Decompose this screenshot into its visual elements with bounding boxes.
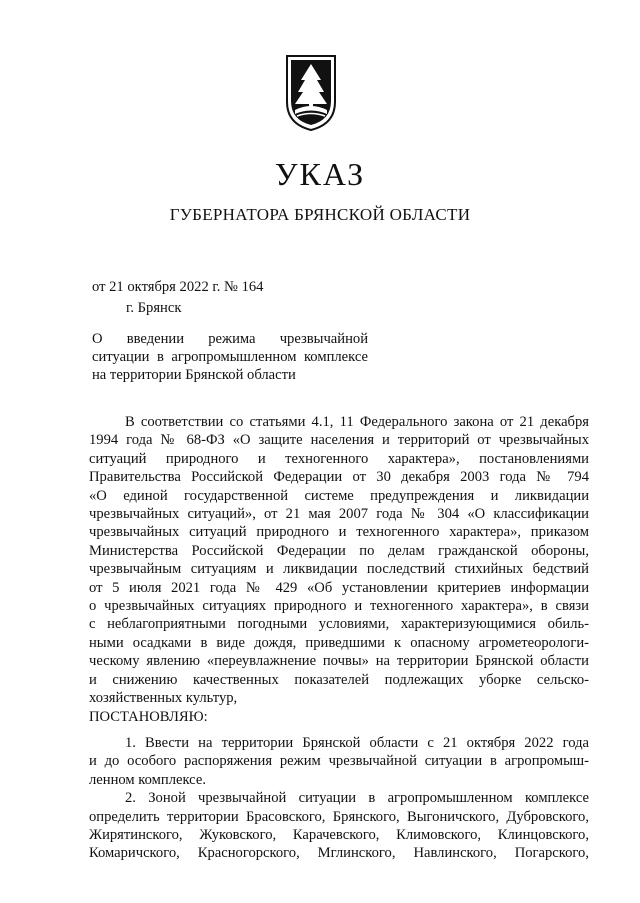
item-2-line: Жирятинского, Жуковского, Карачевского, Климовского, Клинцовского, <box>89 826 589 843</box>
decree-body <box>89 413 589 863</box>
document-title: УКАЗ <box>274 156 366 192</box>
preamble-line: с неблагоприятными погодными условиями, характеризующимися обиль- <box>89 616 589 633</box>
preamble-line: ными осадками в виде дождя, приведшими к опасному агрометеорологи- <box>89 634 589 651</box>
decree-subject <box>92 330 368 384</box>
preamble-line: ческому явлению «переувлажнение почвы» на территории Брянской области <box>89 653 589 670</box>
subject-line: на территории Брянской области <box>92 367 296 383</box>
preamble-line: чрезвычайных ситуаций природного и техногенного характера», приказом <box>89 524 589 541</box>
item-2-line: Комаричского, Красногорского, Мглинского, Навлинского, Погарского, <box>89 845 589 862</box>
preamble-line: хозяйственных культур, <box>89 690 238 707</box>
coat-of-arms-icon <box>285 54 337 132</box>
item-1-line: ленном комплексе. <box>89 771 206 788</box>
subject-line: О введении режима чрезвычайной <box>92 331 368 347</box>
item-1-line: 1. Ввести на территории Брянской области с 21 октября 2022 года <box>125 734 589 751</box>
preamble-line: «О единой государственной системе предупреждения и ликвидации <box>89 487 589 504</box>
preamble-line: В соответствии со статьями 4.1, 11 Федерального закона от 21 декабря <box>125 414 589 430</box>
preamble-line: Министерства Российской Федерации по делам гражданской обороны, <box>89 542 589 559</box>
preamble-line: от 5 июля 2021 года № 429 «Об установлении критериев информации <box>89 579 589 596</box>
preamble-line: Правительства Российской Федерации от 30 декабря 2003 года № 794 <box>89 469 589 486</box>
preamble-line: чрезвычайных ситуаций», от 21 мая 2007 года № 304 «О классификации <box>89 506 589 523</box>
decree-date-number: от 21 октября 2022 г. № 164 <box>92 279 264 295</box>
decree-place: г. Брянск <box>126 300 182 316</box>
preamble-line: ситуаций природного и техногенного характера», постановлениями <box>89 450 589 467</box>
preamble-line: 1994 года № 68-ФЗ «О защите населения и территорий от чрезвычайных <box>89 432 589 449</box>
decree-word: ПОСТАНОВЛЯЮ: <box>89 708 208 725</box>
preamble-line: чрезвычайным ситуациям и ликвидации последствий стихийных бедствий <box>89 561 589 578</box>
document-subtitle: ГУБЕРНАТОРА БРЯНСКОЙ ОБЛАСТИ <box>169 205 471 224</box>
item-2-line: определить территории Брасовского, Брянского, Выгоничского, Дубровского, <box>89 808 589 825</box>
item-1-line: и до особого распоряжения режим чрезвычайной ситуации в агропромыш- <box>89 753 589 770</box>
item-2-line: 2. Зоной чрезвычайной ситуации в агропромышленном комплексе <box>125 790 589 807</box>
preamble-line: о чрезвычайных ситуациях природного и техногенного характера», в связи <box>89 598 589 615</box>
preamble-line: и снижению качественных показателей подлежащих уборке сельско- <box>89 671 589 688</box>
subject-line: ситуации в агропромышленном комплексе <box>92 349 368 365</box>
